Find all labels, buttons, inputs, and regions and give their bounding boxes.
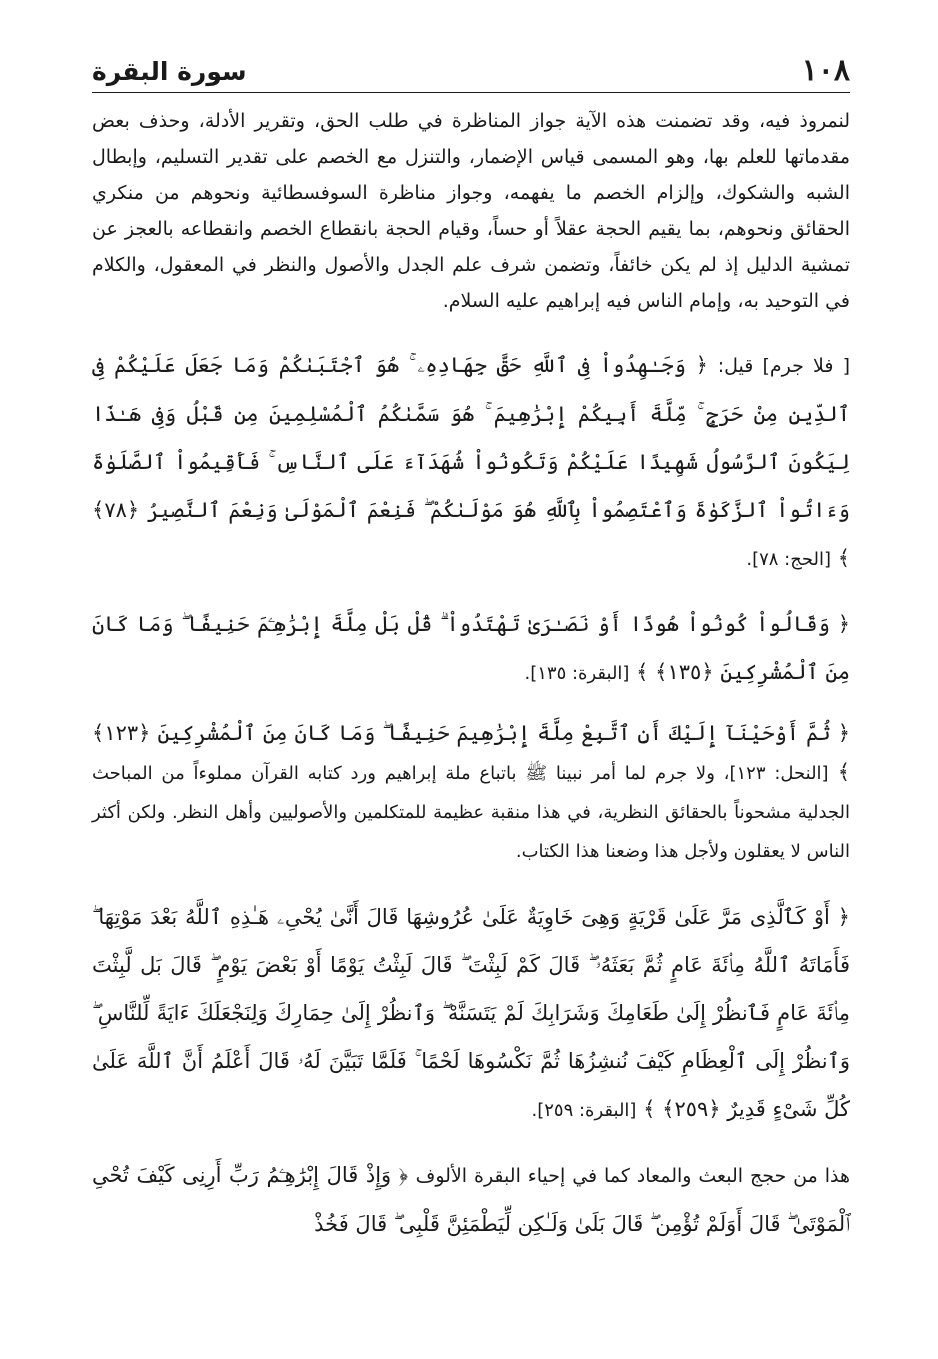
quran-verse: ﴿ أَوْ كَٱلَّذِى مَرَّ عَلَىٰ قَرْيَةٍ وَهِىَ خَاوِيَةٌ عَلَىٰ عُرُوشِهَا قَالَ أَنَّىٰ يُحْىِۦ هَـٰذِهِ ٱللَّهُ بَعْدَ مَوْتِهَا ۖ فَأَمَاتَهُ ٱللَّهُ مِا۟ئَةَ عَامٍ ثُمَّ بَعَثَهُۥ ۖ قَالَ كَمْ لَبِثْتَ ۖ قَالَ لَبِثْتُ يَوْمًا أَوْ بَعْضَ يَوْمٍ ۖ قَالَ بَل لَّبِثْتَ مِا۟ئَةَ عَامٍ فَٱنظُرْ إِلَىٰ طَعَامِكَ وَشَرَابِكَ لَمْ يَتَسَنَّهْ ۖ وَٱنظُرْ إِلَىٰ حِمَارِكَ وَلِنَجْعَلَكَ ءَايَةً لِّلنَّاسِ ۖ وَٱنظُرْ إِلَى ٱلْعِظَامِ كَيْفَ نُنشِزُهَا ثُمَّ نَكْسُوهَا لَحْمًا ۚ فَلَمَّا تَبَيَّنَ لَهُۥ قَالَ أَعْلَمُ أَنَّ ٱللَّهَ عَلَىٰ كُلِّ شَىْءٍ قَدِيرٌ ﴿٢٥٩﴾ ﴾: [92, 905, 850, 1121]
quran-verse: ﴿ ثُمَّ أَوْحَيْنَآ إِلَيْكَ أَنِ ٱتَّبِعْ مِلَّةَ إِبْرَٰهِيمَ حَنِيفًا ۖ وَمَا كَانَ مِنَ ٱلْمُشْرِكِينَ ﴿١٢٣﴾ ﴾: [92, 721, 850, 784]
verse-paragraph: [92, 893, 850, 1135]
verse-reference-commentary: [النحل: ١٢٣]، ولا جرم لما أمر نبينا ﷺ باتباع ملة إبراهيم ورد كتابه القرآن مملوءاً من المباحث الجدلية مشحوناً بالحقائق النظرية، في هذا منقبة عظيمة للمتكلمين والأصوليين وأهل النظر. ولكن أكثر الناس لا يعقلون ولأجل هذا وضعنا هذا الكتاب.: [92, 763, 850, 862]
surah-title: سورة البقرة: [92, 57, 247, 86]
page-header: [92, 40, 850, 93]
verse-lead-text: هذا من حجج البعث والمعاد كما في إحياء البقرة الألوف: [415, 1165, 850, 1187]
verse-reference: [الحج: ٧٨].: [746, 549, 831, 570]
page-content: [92, 103, 850, 1248]
verse-paragraph: [92, 600, 850, 698]
verse-paragraph: [92, 714, 850, 871]
verse-reference: [البقرة: ١٣٥].: [524, 663, 630, 684]
verse-paragraph: [92, 341, 850, 584]
quran-verse: ﴿ وَإِذْ قَالَ إِبْرَٰهِـۧمُ رَبِّ أَرِنِى كَيْفَ تُحْىِ ٱلْمَوْتَىٰ ۖ قَالَ أَوَلَمْ تُؤْمِن ۖ قَالَ بَلَىٰ وَلَـٰكِن لِّيَطْمَئِنَّ قَلْبِى ۖ قَالَ فَخُذْ: [92, 1163, 850, 1236]
verse-paragraph: [92, 1151, 850, 1248]
verse-lead-text: [ فلا جرم] قيل:: [717, 355, 850, 377]
page-number: ١٠٨: [801, 53, 850, 88]
quran-verse: ﴿ وَجَـٰهِدُواْ فِى ٱللَّهِ حَقَّ جِهَادِهِۦ ۚ هُوَ ٱجْتَبَىٰكُمْ وَمَا جَعَلَ عَلَيْكُمْ فِى ٱلدِّينِ مِنْ حَرَجٍ ۚ مِّلَّةَ أَبِيكُمْ إِبْرَٰهِيمَ ۚ هُوَ سَمَّىٰكُمُ ٱلْمُسْلِمِينَ مِن قَبْلُ وَفِى هَـٰذَا لِيَكُونَ ٱلرَّسُولُ شَهِيدًا عَلَيْكُمْ وَتَكُونُواْ شُهَدَآءَ عَلَى ٱلنَّاسِ ۚ فَأَقِيمُواْ ٱلصَّلَوٰةَ وَءَاتُواْ ٱلزَّكَوٰةَ وَٱعْتَصِمُواْ بِٱللَّهِ هُوَ مَوْلَىٰكُمْ ۖ فَنِعْمَ ٱلْمَوْلَىٰ وَنِعْمَ ٱلنَّصِيرُ ﴿٧٨﴾ ﴾: [92, 353, 850, 570]
quran-verse: ﴿ وَقَالُواْ كُونُواْ هُودًا أَوْ نَصَـٰرَىٰ تَهْتَدُواْ ۗ قُلْ بَلْ مِلَّةَ إِبْرَٰهِـۧمَ حَنِيفًا ۖ وَمَا كَانَ مِنَ ٱلْمُشْرِكِينَ ﴿١٣٥﴾ ﴾: [92, 612, 850, 684]
book-page: [92, 40, 850, 1264]
commentary-text: لنمروذ فيه، وقد تضمنت هذه الآية جواز المناظرة في طلب الحق، وتقرير الأدلة، وحذف بعض مقدماتها للعلم بها، وهو المسمى قياس الإضمار، والتنزل مع الخصم على تقدير التسليم، وإبطال الشبه والشكوك، وإلزام الخصم ما يفهمه، وجواز مناظرة السوفسطائية ونحوهم من منكري الحقائق ونحوهم، بما يقيم الحجة عقلاً أو حساً، وقيام الحجة بانقطاع الخصم وانقطاعه بالعجز عن تمشية الدليل إذ لم يكن خائفاً، وتضمن شرف علم الجدل والأصول والنظر في المعقول، والكلام في التوحيد به، وإمام الناس فيه إبراهيم عليه السلام.: [92, 110, 850, 312]
commentary-paragraph: [92, 103, 850, 319]
verse-reference: [البقرة: ٢٥٩].: [531, 1100, 637, 1121]
